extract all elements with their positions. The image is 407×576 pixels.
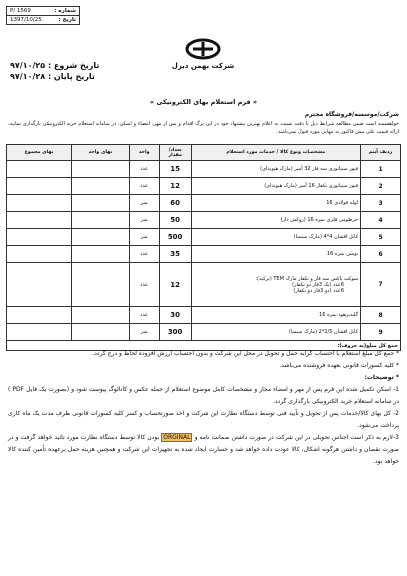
document-number-row [7, 7, 79, 16]
company-name: شرکت بهمن دیزل [171, 62, 235, 70]
row-number: 9 [361, 324, 401, 341]
note-item-1-pdf: PDF [12, 386, 25, 393]
table-row [7, 307, 401, 324]
row-unit: متر [129, 229, 159, 246]
row-total-price-cell[interactable] [7, 178, 72, 195]
document-number-label: شماره : [54, 8, 76, 14]
row-quantity: 60 [159, 195, 191, 212]
row-description-line: 6عدد (یک 3فاز دو تکفاز) [292, 281, 345, 288]
row-quantity: 35 [159, 246, 191, 263]
row-total-price-cell[interactable] [7, 324, 72, 341]
row-description: کابل افشان 4*4 (مارک سیمیا) [191, 229, 360, 246]
table-row [7, 178, 401, 195]
row-unit-price-cell[interactable] [71, 263, 129, 307]
row-total-price-cell[interactable] [7, 161, 72, 178]
row-description: لوله فولادی 16 [191, 195, 360, 212]
start-date-label: تاریخ شروع : [47, 61, 100, 70]
row-unit-price-cell[interactable] [71, 324, 129, 341]
row-total-price-cell[interactable] [7, 212, 72, 229]
note-bullet-2: * کلیه کسورات قانونی بعهده فروشنده می‌باشد. [279, 362, 399, 369]
row-number: 5 [361, 229, 401, 246]
row-number: 1 [361, 161, 401, 178]
row-description: خرطومی فلزی نمره 16 (روکش دار) [191, 212, 360, 229]
row-total-price-cell[interactable] [7, 246, 72, 263]
original-highlight: ORGINAL [163, 434, 191, 441]
row-unit-price-cell[interactable] [71, 307, 129, 324]
row-unit: متر [129, 195, 159, 212]
items-table [6, 144, 401, 351]
row-quantity: 15 [159, 161, 191, 178]
note-item-1-text-b: ) در سامانه استعلام خرید الکترونیکی بارگذاری گردد. [8, 386, 399, 405]
row-unit-price-cell[interactable] [71, 246, 129, 263]
row-number: 2 [361, 178, 401, 195]
end-date [10, 71, 99, 82]
row-description [191, 263, 360, 307]
start-date-value: ۹۷/۱۰/۲۵ [10, 61, 46, 70]
row-description: فیوز مینیاتوری تکفاز 16 آمپر (مارک هیوندای) [191, 178, 360, 195]
addressee: شرکت/موسسه/فروشگاه محترم [304, 111, 399, 118]
document-date-value: 1397/10/25 [10, 17, 42, 23]
inquiry-dates [10, 60, 99, 82]
page-title: « فرم استعلام بهای الکترونیکی » [149, 98, 258, 106]
note-item-1 [8, 384, 399, 408]
end-date-label: تاریخ پایان : [47, 72, 95, 81]
row-unit: عدد [129, 307, 159, 324]
table-row [7, 246, 401, 263]
row-description: کابل افشان 2/5*2 (مارک سیمیا) [191, 324, 360, 341]
row-total-price-cell[interactable] [7, 195, 72, 212]
end-date-value: ۹۷/۱۰/۲۸ [10, 72, 46, 81]
row-number: 7 [361, 263, 401, 307]
note-item-3 [8, 432, 399, 468]
row-quantity: 50 [159, 212, 191, 229]
row-number: 3 [361, 195, 401, 212]
document-number-value: P/ 1569 [10, 8, 31, 14]
row-description-line: 6عدد (دو 3فاز دو تکفاز) [293, 287, 345, 294]
row-unit-price-cell[interactable] [71, 178, 129, 195]
row-unit: متر [129, 324, 159, 341]
row-unit: عدد [129, 263, 159, 307]
row-unit: عدد [129, 178, 159, 195]
document-date-row [7, 16, 79, 24]
note-item-3-text-a: 3-لازم به ذکر است اجناس تحویلی در این شرکت در صورت داشتن ضمانت نامه و [194, 434, 399, 441]
header-unit-price: بهای واحد [71, 145, 129, 161]
row-total-price-cell[interactable] [7, 229, 72, 246]
document-meta-box [6, 6, 80, 25]
row-unit-price-cell[interactable] [71, 212, 129, 229]
row-quantity: 30 [159, 307, 191, 324]
row-unit: عدد [129, 161, 159, 178]
document-date-label: تاریخ : [58, 17, 76, 23]
table-row [7, 263, 401, 307]
table-row [7, 324, 401, 341]
note-item-2: 2- کل بهای کالا/خدمات پس از تحویل و تأیید فنی توسط دستگاه نظارت این شرکت و اخذ صورتحساب و کسر کلیه کسورات قانونی ظرف مدت یک ماه کاری پرداخت می‌شود. [8, 410, 399, 429]
row-total-price-cell[interactable] [7, 263, 72, 307]
note-bullet-1: * جمع کل مبلغ استعلام با احتساب کرایه حمل و تحویل در محل این شرکت و بدون احتساب ارزش افزوده لحاظ و درج گردد. [92, 350, 399, 357]
row-description: بوشن نمره 16 [191, 246, 360, 263]
row-description: فیوز مینیاتوری سه فاز 32 آمپر (مارک هیوندای) [191, 161, 360, 178]
table-row [7, 161, 401, 178]
row-quantity: 300 [159, 324, 191, 341]
row-quantity: 500 [159, 229, 191, 246]
bahman-diesel-logo-icon [185, 38, 221, 60]
row-number: 6 [361, 246, 401, 263]
row-unit-price-cell[interactable] [71, 229, 129, 246]
intro-paragraph: خواهشمند است ضمن مطالعه شرایط ذیل با دقت نسبت به اعلام بهترین پیشنهاد خود در این برگ اقدام و پس از مهر، امضاء و اسکن، در سامانه استعلام خرید الکترونیکی بارگذاری نمایید، ارائه قیمت علی پیش فاکتور به تنهایی مورد قبول نمی‌باشد. [8, 121, 399, 135]
row-quantity: 12 [159, 263, 191, 307]
notes-section [8, 348, 399, 468]
notes-heading: * توضیحات: [364, 374, 399, 381]
header-row-number: ردیف آیتم [361, 145, 401, 161]
row-unit-price-cell[interactable] [71, 195, 129, 212]
table-row [7, 229, 401, 246]
company-logo [168, 38, 238, 70]
row-number: 4 [361, 212, 401, 229]
row-quantity: 12 [159, 178, 191, 195]
row-total-price-cell[interactable] [7, 307, 72, 324]
row-unit-price-cell[interactable] [71, 161, 129, 178]
header-unit: واحد [129, 145, 159, 161]
total-in-words-label[interactable]: جمع کل مبلغ(به حروف): [7, 341, 401, 351]
table-header-row [7, 145, 401, 161]
row-description-line: سوکت باکس سه فاز و تکفاز مارک TEM (ترکیه): [255, 275, 359, 282]
header-description: مشخصات ونوع کالا / خدمات مورد استعلام [191, 145, 360, 161]
header-quantity: تعداد/ مقدار [159, 145, 191, 161]
row-unit: متر [129, 212, 159, 229]
note-item-3-text-b: بودن کالا توسط دستگاه نظارت مورد تائید خواهد گرفت و در صورت نقصان و داشتن هرگونه اشکال، کالا عودت داده خواهد شد و خسارت ایجاد شده به تجهیزات این شرکت و همچنین هزینه حمل برعهده تأمین کننده کالا خواهد بود. [8, 434, 399, 465]
start-date [10, 60, 99, 71]
table-row [7, 212, 401, 229]
note-item-1-text-a: 1- اسکن تکمیل شده این فرم پس از مهر و امضاء مجاز و مشخصات کامل موضوع استعلام از جمله عکس و کاتالوگ پیوست شود و (بصورت یک فایل [26, 386, 399, 393]
table-row [7, 195, 401, 212]
row-number: 8 [361, 307, 401, 324]
header-total-price: بهای مجموع [7, 145, 72, 161]
row-description: گلندبرهود نمره 16 [191, 307, 360, 324]
row-unit: عدد [129, 246, 159, 263]
